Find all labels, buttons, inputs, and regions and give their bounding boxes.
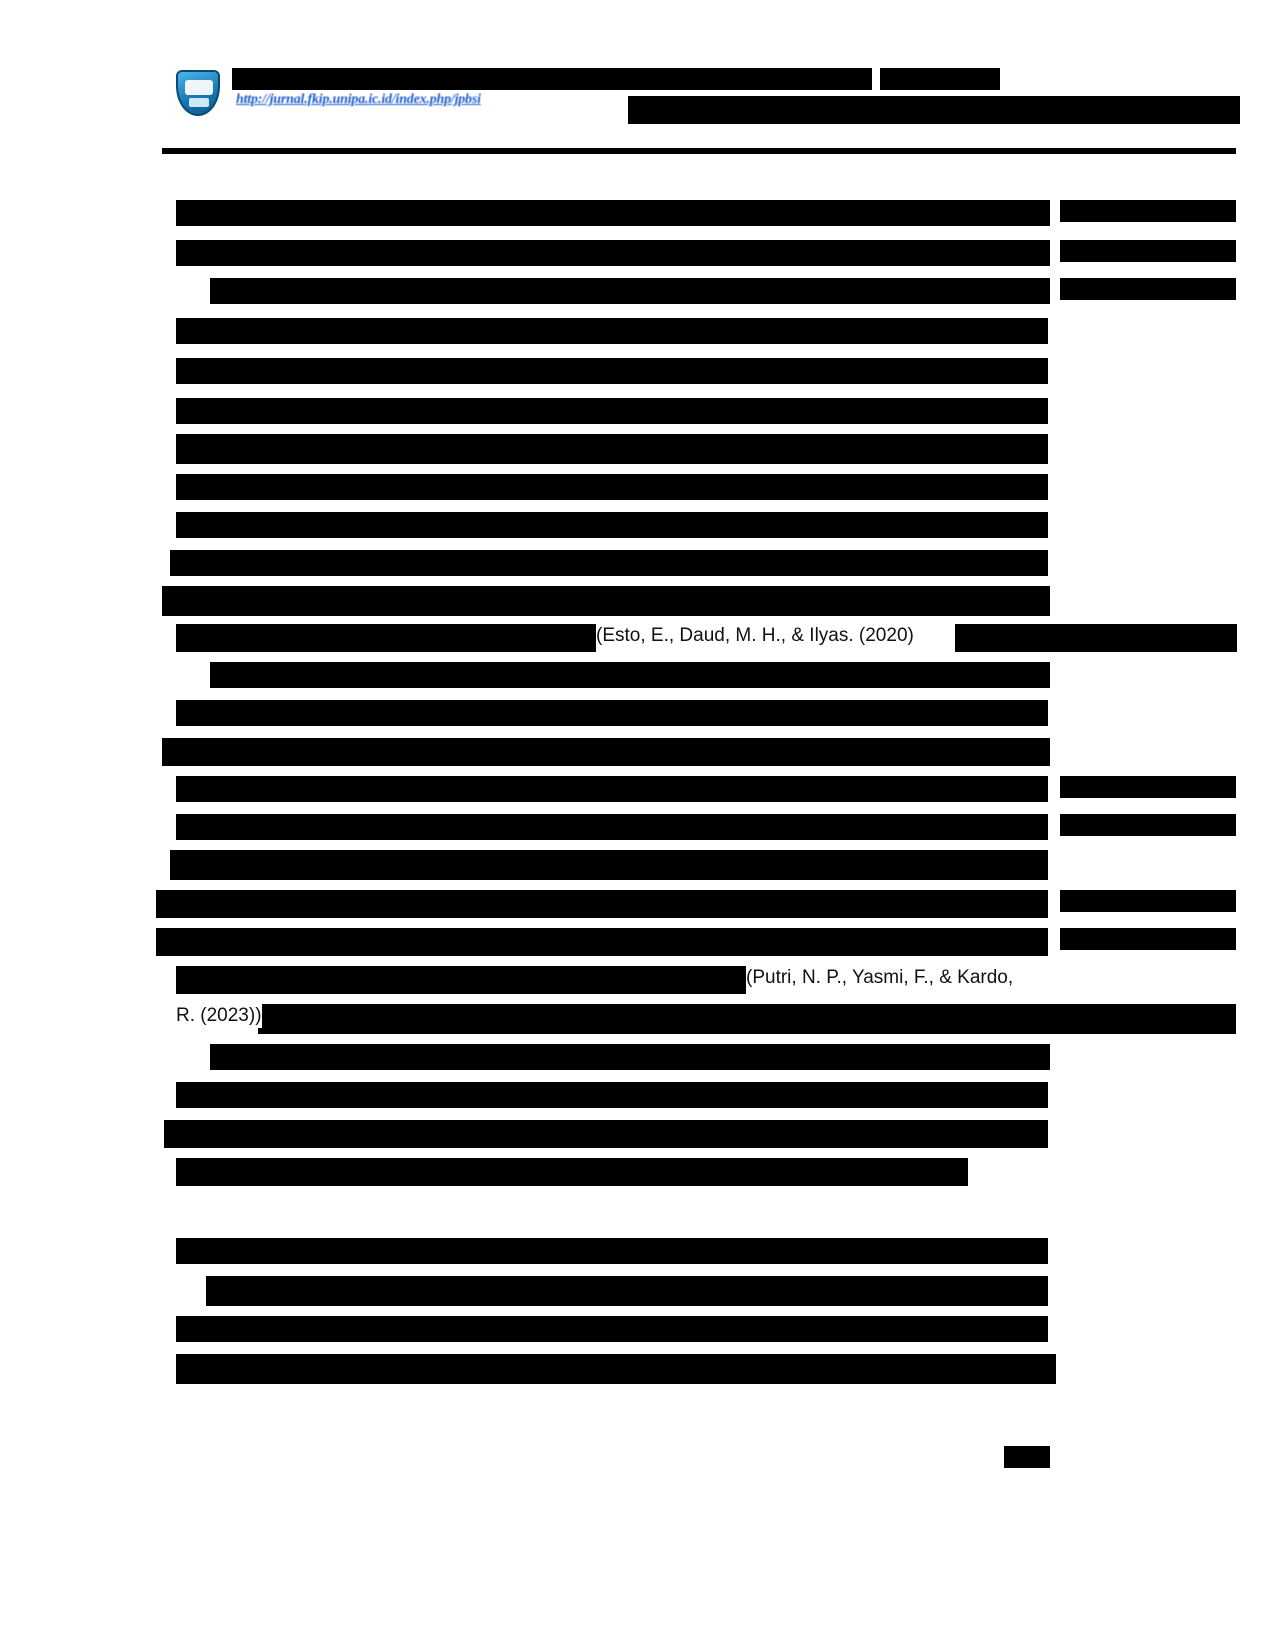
- redaction-bar: [176, 814, 1048, 840]
- redaction-bar: [162, 586, 1050, 616]
- redaction-bar: [258, 1004, 1236, 1034]
- redaction-bar: [176, 1316, 1048, 1342]
- redaction-bar: [176, 318, 1048, 344]
- citation-text-1: (Esto, E., Daud, M. H., & Ilyas. (2020): [596, 625, 914, 646]
- redaction-bar: [176, 398, 1048, 424]
- redaction-bar: [1060, 240, 1236, 262]
- redaction-bar: [206, 1276, 1048, 1306]
- redaction-bar: [170, 850, 1048, 880]
- redaction-bar: [880, 68, 1000, 90]
- redaction-bar: [176, 474, 1048, 500]
- redaction-bar: [156, 890, 1048, 918]
- redaction-bar: [210, 278, 1050, 304]
- redaction-bar: [176, 1158, 968, 1186]
- redaction-bar: [1060, 814, 1236, 836]
- redaction-bar: [176, 624, 596, 652]
- citation-text-2: (Putri, N. P., Yasmi, F., & Kardo,: [746, 967, 1014, 988]
- redaction-bar: [176, 358, 1048, 384]
- redaction-bar: [162, 738, 1050, 766]
- redaction-bar: [232, 68, 872, 90]
- redaction-bar: [210, 1044, 1050, 1070]
- citation-text-2-continued: R. (2023)): [176, 1005, 262, 1026]
- redaction-bar: [176, 200, 1050, 226]
- redaction-bar: [176, 776, 1048, 802]
- redaction-bar: [1060, 200, 1236, 222]
- redaction-bar: [1060, 890, 1236, 912]
- redaction-bar: [1060, 776, 1236, 798]
- redaction-bar: [164, 1120, 1048, 1148]
- redaction-bar: [628, 96, 1240, 124]
- redaction-bar: [176, 1354, 1056, 1384]
- redaction-bar: [955, 624, 1237, 652]
- redaction-bar: [176, 1082, 1048, 1108]
- redaction-bar: [1004, 1446, 1050, 1468]
- redaction-bar: [176, 434, 1048, 464]
- redaction-bar: [176, 966, 746, 994]
- journal-url-link[interactable]: http://jurnal.fkip.unipa.ic.id/index.php/jpbsi: [236, 92, 481, 107]
- redaction-bar: [176, 512, 1048, 538]
- redaction-bar: [156, 928, 1048, 956]
- redaction-bar: [176, 1238, 1048, 1264]
- redaction-bar: [176, 240, 1050, 266]
- redaction-bar: [176, 700, 1048, 726]
- redaction-bar: [1060, 278, 1236, 300]
- redaction-bar: [1060, 928, 1236, 950]
- header-divider: [162, 148, 1236, 154]
- redaction-bar: [170, 550, 1048, 576]
- journal-shield-icon: [176, 70, 224, 118]
- redaction-bar: [210, 662, 1050, 688]
